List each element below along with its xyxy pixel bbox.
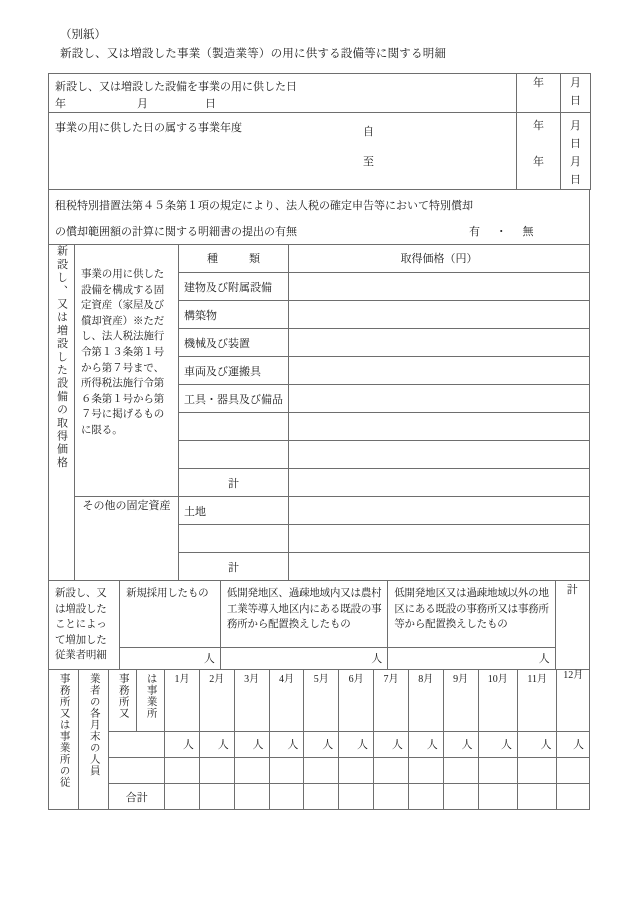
employee-vertical-label: 新設し、又は増設したことによって増加した従業者明細 xyxy=(55,588,107,661)
monthly-blank-6[interactable] xyxy=(339,758,374,784)
fiscal-from-month: 月 xyxy=(570,120,581,132)
unit-label: 人 xyxy=(287,739,299,751)
fiscal-to-label: 至 xyxy=(363,156,374,168)
monthly-total-1[interactable] xyxy=(165,784,200,810)
month-header-7: 7月 xyxy=(374,670,409,732)
fiscal-year-label-cell[interactable] xyxy=(49,113,517,190)
monthly-unit-11[interactable] xyxy=(517,732,556,758)
price-input-blank-1[interactable] xyxy=(289,413,590,441)
date-section-table xyxy=(48,73,591,190)
special-depreciation-line2: の償却範囲額の計算に関する明細書の提出の有無 xyxy=(55,226,297,238)
price-input-structure[interactable] xyxy=(289,301,590,329)
table-row xyxy=(49,581,590,648)
kind-cell-vehicle xyxy=(179,357,289,385)
month-header-9: 9月 xyxy=(443,670,478,732)
monthly-blank-8[interactable] xyxy=(408,758,443,784)
document-heading xyxy=(48,26,590,64)
fiscal-year-label: 事業の用に供した日の属する事業年度 xyxy=(55,122,242,134)
month-header-5: 5月 xyxy=(304,670,339,732)
table-row xyxy=(49,497,590,525)
employee-total-label: 計 xyxy=(566,584,578,596)
monthly-unit-4[interactable] xyxy=(269,732,304,758)
price-header-label: 取得価格（円） xyxy=(400,253,478,265)
year-mark: 年 xyxy=(533,77,544,89)
month-header-4: 4月 xyxy=(269,670,304,732)
unit-label: 人 xyxy=(426,739,438,751)
other-assets-cell xyxy=(75,497,179,581)
employee-col-label: 低開発地区、過疎地域内又は農村工業等導入地区内にある既設の事務所から配置換えしたもの xyxy=(226,588,382,630)
monthly-total-11[interactable] xyxy=(517,784,556,810)
unit-label: 人 xyxy=(357,739,369,751)
submission-choice[interactable] xyxy=(469,223,535,239)
acquisition-table xyxy=(48,244,590,581)
monthly-sub-label-1-cell xyxy=(109,670,137,732)
other-total-label: 計 xyxy=(228,562,239,574)
monthly-total-4[interactable] xyxy=(269,784,304,810)
fixed-asset-note-cell xyxy=(75,245,179,497)
unit-label: 人 xyxy=(461,739,473,751)
month-header-6: 6月 xyxy=(339,670,374,732)
monthly-total-8[interactable] xyxy=(408,784,443,810)
monthly-row-1-label[interactable] xyxy=(109,732,165,758)
table-row xyxy=(49,648,590,670)
employee-col-new-hire-header xyxy=(120,581,221,648)
unit-label: 人 xyxy=(538,653,550,665)
monthly-unit-9[interactable] xyxy=(443,732,478,758)
table-row xyxy=(49,784,590,810)
month-header-11: 11月 xyxy=(517,670,556,732)
table-row xyxy=(49,245,590,273)
special-depreciation-table xyxy=(48,189,590,245)
monthly-vertical-label-2-cell xyxy=(79,670,109,810)
price-input-tools[interactable] xyxy=(289,385,590,413)
price-input-other-blank[interactable] xyxy=(289,525,590,553)
employee-detail-table xyxy=(48,580,590,670)
monthly-total-9[interactable] xyxy=(443,784,478,810)
kind-cell-other-total xyxy=(179,553,289,581)
fiscal-to-day: 日 xyxy=(570,174,581,186)
month-header-10: 10月 xyxy=(478,670,517,732)
employee-col-label: 低開発地区又は過疎地域以外の地区にある既設の事務所又は事務所等から配置換えしたもの xyxy=(394,588,549,630)
month-header-12: 12月 xyxy=(557,670,590,732)
unit-label: 人 xyxy=(500,739,512,751)
fiscal-from-label: 自 xyxy=(363,126,374,138)
entry-month-mark: 月 xyxy=(137,98,148,110)
monthly-blank-12[interactable] xyxy=(557,758,590,784)
unit-label: 人 xyxy=(573,739,584,751)
table-row xyxy=(49,190,590,245)
monthly-unit-7[interactable] xyxy=(374,732,409,758)
kind-cell-blank-2[interactable] xyxy=(179,441,289,469)
month-header-3: 3月 xyxy=(234,670,269,732)
price-input-land[interactable] xyxy=(289,497,590,525)
monthly-blank-7[interactable] xyxy=(374,758,409,784)
kind-cell-subtotal xyxy=(179,469,289,497)
employee-col-label: 新規採用したもの xyxy=(126,588,209,599)
employee-total-header xyxy=(555,581,589,670)
service-date-label-cell[interactable] xyxy=(49,74,517,113)
monthly-total-7[interactable] xyxy=(374,784,409,810)
service-date-year-cell[interactable] xyxy=(517,74,561,113)
monthly-total-5[interactable] xyxy=(304,784,339,810)
fiscal-to-year: 年 xyxy=(533,156,544,168)
monthly-unit-12[interactable] xyxy=(557,732,590,758)
acquisition-vertical-label-cell xyxy=(49,245,75,581)
monthly-unit-5[interactable] xyxy=(304,732,339,758)
kind-cell-tools xyxy=(179,385,289,413)
unit-label: 人 xyxy=(540,739,552,751)
price-input-building[interactable] xyxy=(289,273,590,301)
monthly-unit-8[interactable] xyxy=(408,732,443,758)
kind-cell-other-blank[interactable] xyxy=(179,525,289,553)
table-row xyxy=(49,113,591,190)
month-header-1: 1月 xyxy=(165,670,200,732)
fiscal-gap-1 xyxy=(517,135,560,153)
entry-year-mark: 年 xyxy=(55,98,66,110)
kind-label: 工具・器具及び備品 xyxy=(184,394,283,406)
monthly-vertical-label-1: 事務所又は事業所の従 xyxy=(58,673,70,788)
monthly-total-6[interactable] xyxy=(339,784,374,810)
price-input-vehicle[interactable] xyxy=(289,357,590,385)
kind-cell-machinery xyxy=(179,329,289,357)
employee-value-other-area[interactable] xyxy=(388,648,555,670)
acquisition-vertical-label: 新設し、又は増設した設備の取得価格 xyxy=(55,245,68,470)
special-depreciation-cell[interactable] xyxy=(49,190,590,245)
monthly-total-12[interactable] xyxy=(557,784,590,810)
monthly-unit-2[interactable] xyxy=(199,732,234,758)
monthly-blank-5[interactable] xyxy=(304,758,339,784)
monthly-blank-9[interactable] xyxy=(443,758,478,784)
fiscal-year-monthday-cell[interactable] xyxy=(561,113,591,190)
kind-cell-building xyxy=(179,273,289,301)
unit-label: 人 xyxy=(182,739,194,751)
monthly-vertical-label-1-cell xyxy=(49,670,79,810)
employee-value-underdeveloped[interactable] xyxy=(220,648,387,670)
fiscal-to-month: 月 xyxy=(570,156,581,168)
unit-label: 人 xyxy=(391,739,403,751)
monthly-unit-3[interactable] xyxy=(234,732,269,758)
year-blank xyxy=(517,92,560,110)
monthly-headcount-table xyxy=(48,669,590,810)
monthly-unit-10[interactable] xyxy=(478,732,517,758)
kind-label: 建物及び附属設備 xyxy=(184,282,272,294)
kind-label: 車両及び運搬具 xyxy=(184,366,261,378)
attachment-label: （別紙） xyxy=(60,29,106,41)
employee-col-underdeveloped-header xyxy=(220,581,387,648)
kind-cell-structure xyxy=(179,301,289,329)
price-input-machinery[interactable] xyxy=(289,329,590,357)
unit-label: 人 xyxy=(252,739,264,751)
monthly-blank-4[interactable] xyxy=(269,758,304,784)
monthly-blank-1[interactable] xyxy=(165,758,200,784)
service-date-entry-line[interactable] xyxy=(49,94,516,112)
kind-header-label: 種 類 xyxy=(207,253,270,265)
monthly-sub-label-2: は事業所 xyxy=(145,673,157,719)
fiscal-year-year-cell[interactable] xyxy=(517,113,561,190)
unit-label: 人 xyxy=(217,739,229,751)
monthly-total-label-cell xyxy=(109,784,165,810)
kind-cell-land xyxy=(179,497,289,525)
kind-label: 土地 xyxy=(184,506,206,518)
monthly-blank-10[interactable] xyxy=(478,758,517,784)
other-assets-label: その他の固定資産 xyxy=(82,500,171,512)
page-title: 新設し、又は増設した事業（製造業等）の用に供する設備等に関する明細 xyxy=(60,48,447,60)
entry-day-mark: 日 xyxy=(205,98,216,110)
month-header-2: 2月 xyxy=(199,670,234,732)
table-row xyxy=(49,74,591,113)
kind-label xyxy=(179,525,288,531)
kind-label xyxy=(179,441,288,447)
kind-label: 機械及び装置 xyxy=(184,338,250,350)
choice-no[interactable]: 無 xyxy=(522,226,535,238)
monthly-blank-3[interactable] xyxy=(234,758,269,784)
choice-yes[interactable]: 有 xyxy=(469,226,481,238)
monthly-sub-label-1: 事務所又 xyxy=(117,673,129,719)
monthly-unit-6[interactable] xyxy=(339,732,374,758)
subtotal-label: 計 xyxy=(228,478,239,490)
kind-header xyxy=(179,245,289,273)
employee-col-other-area-header xyxy=(388,581,555,648)
monthly-total-label: 合計 xyxy=(125,792,148,804)
employee-vertical-label-cell xyxy=(49,581,120,670)
monthly-total-3[interactable] xyxy=(234,784,269,810)
month-header-8: 8月 xyxy=(408,670,443,732)
month-mark: 月 xyxy=(570,77,581,89)
monthly-blank-11[interactable] xyxy=(517,758,556,784)
table-row xyxy=(49,758,590,784)
choice-separator: ・ xyxy=(495,226,508,238)
price-header xyxy=(289,245,590,273)
monthly-vertical-label-2: 業者の各月末の人員 xyxy=(88,673,100,777)
unit-label: 人 xyxy=(203,653,215,665)
price-input-subtotal[interactable] xyxy=(289,469,590,497)
monthly-total-10[interactable] xyxy=(478,784,517,810)
day-mark: 日 xyxy=(570,95,581,107)
special-depreciation-line1: 租税特別措置法第４５条第１項の規定により、法人税の確定申告等において特別償却 xyxy=(55,200,473,212)
fiscal-from-day: 日 xyxy=(570,138,581,150)
unit-label: 人 xyxy=(322,739,334,751)
monthly-total-2[interactable] xyxy=(199,784,234,810)
service-date-label: 新設し、又は増設した設備を事業の用に供した日 xyxy=(55,81,297,93)
kind-label: 構築物 xyxy=(184,310,217,322)
monthly-row-2-label[interactable] xyxy=(109,758,165,784)
kind-cell-blank-1[interactable] xyxy=(179,413,289,441)
fiscal-from-year: 年 xyxy=(533,120,544,132)
price-input-other-total[interactable] xyxy=(289,553,590,581)
monthly-blank-2[interactable] xyxy=(199,758,234,784)
price-input-blank-2[interactable] xyxy=(289,441,590,469)
service-date-monthday-cell[interactable] xyxy=(561,74,591,113)
monthly-sub-label-2-cell xyxy=(137,670,165,732)
employee-value-new-hire[interactable] xyxy=(120,648,221,670)
monthly-unit-1[interactable] xyxy=(165,732,200,758)
fixed-asset-note: 事業の用に供した設備を構成する固定資産（家屋及び償却資産）※ただし、法人税法施行令第１３条第１号から第７号まで、所得税法施行令第６条第１号から第７号に掲げるものに限る。 xyxy=(81,269,165,436)
table-row xyxy=(49,732,590,758)
table-row xyxy=(49,670,590,732)
unit-label: 人 xyxy=(371,653,383,665)
kind-label xyxy=(179,413,288,419)
